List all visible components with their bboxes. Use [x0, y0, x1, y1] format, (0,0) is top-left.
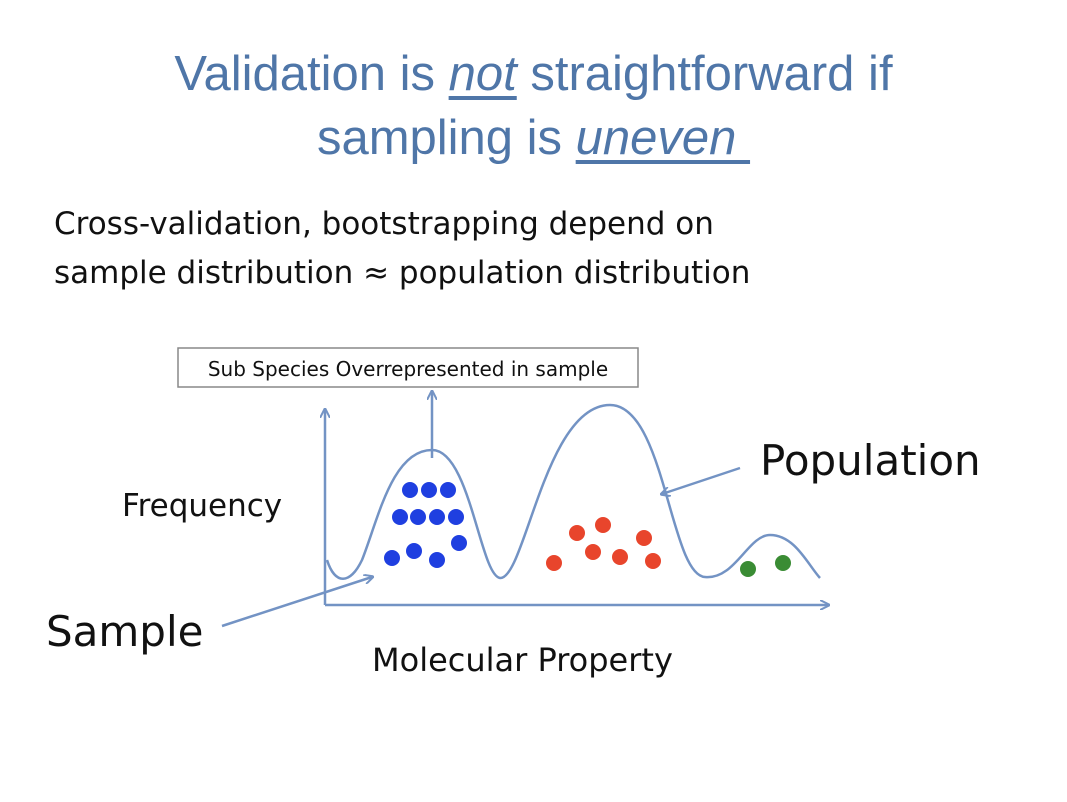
sample-dot-red: [645, 553, 661, 569]
population-curve: [327, 405, 820, 579]
sample-dot-red: [569, 525, 585, 541]
subtitle-line-1: Cross-validation, bootstrapping depend on: [54, 206, 714, 242]
sample-dot-blue: [421, 482, 437, 498]
title-text: straightforward if: [516, 47, 893, 101]
sample-arrow: [222, 577, 372, 626]
sample-dot-blue: [429, 552, 445, 568]
sample-dot-red: [585, 544, 601, 560]
x-axis-label: Molecular Property: [372, 641, 673, 679]
sample-dot-red: [636, 530, 652, 546]
red-dot-group: [546, 517, 661, 571]
sample-dot-blue: [429, 509, 445, 525]
sample-dot-blue: [406, 543, 422, 559]
population-label: Population: [760, 436, 981, 485]
sample-dot-blue: [448, 509, 464, 525]
blue-dot-group: [384, 482, 467, 568]
green-dot-group: [740, 555, 791, 577]
title-emphasis-uneven: uneven: [575, 111, 751, 165]
sample-dot-blue: [384, 550, 400, 566]
sample-dot-green: [775, 555, 791, 571]
sample-label: Sample: [46, 607, 204, 656]
sample-dot-blue: [440, 482, 456, 498]
sample-dot-blue: [451, 535, 467, 551]
title-text: sampling is: [316, 111, 576, 165]
y-axis-label: Frequency: [122, 488, 283, 524]
title-emphasis-not: not: [448, 47, 517, 101]
sample-dot-blue: [392, 509, 408, 525]
title-text: Validation is: [174, 47, 449, 101]
sample-dot-green: [740, 561, 756, 577]
sample-dot-red: [595, 517, 611, 533]
sample-dot-blue: [402, 482, 418, 498]
subtitle-line-2: sample distribution ≈ population distribution: [54, 255, 751, 291]
sample-dot-red: [612, 549, 628, 565]
population-arrow: [662, 468, 740, 494]
callout-text: Sub Species Overrepresented in sample: [207, 357, 609, 381]
sample-dot-blue: [410, 509, 426, 525]
sample-dot-red: [546, 555, 562, 571]
